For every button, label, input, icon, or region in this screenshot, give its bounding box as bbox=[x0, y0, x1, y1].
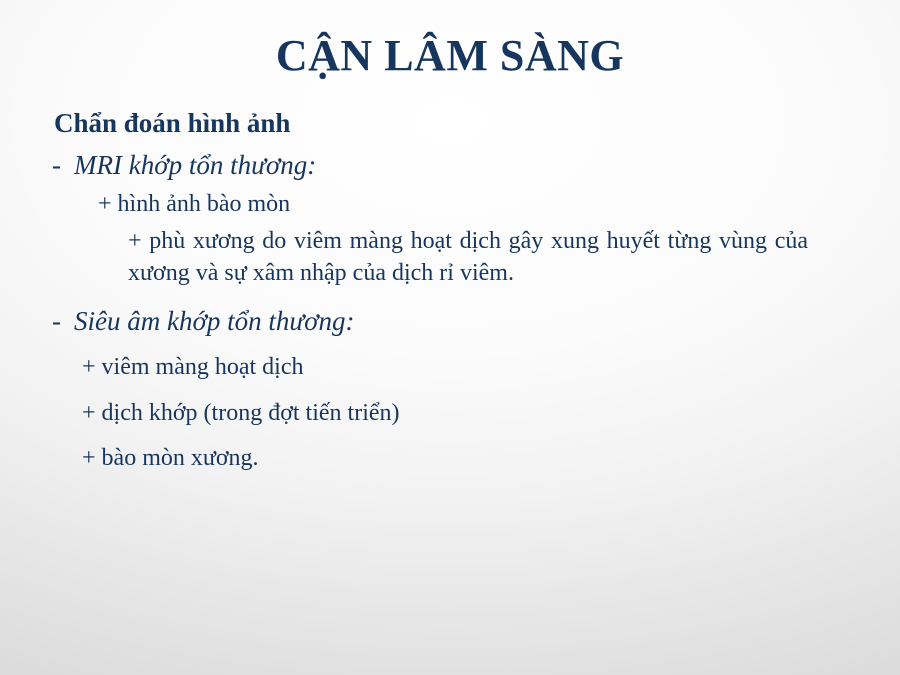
list-item: + viêm màng hoạt dịch bbox=[82, 354, 304, 381]
list-item: + hình ảnh bào mòn bbox=[98, 191, 291, 218]
section-heading: Chẩn đoán hình ảnh bbox=[54, 108, 291, 139]
list-item: + dịch khớp (trong đợt tiến triển) bbox=[82, 399, 400, 426]
dash-marker-icon: - bbox=[52, 150, 61, 181]
list-item bbox=[98, 226, 808, 288]
slide-body bbox=[0, 80, 900, 474]
section-ultrasound bbox=[46, 305, 856, 474]
bullet-label: Siêu âm khớp tổn thương: bbox=[74, 305, 355, 336]
list-item: + bào mòn xương. bbox=[82, 444, 259, 471]
section-mri bbox=[46, 149, 856, 288]
dash-marker-icon: - bbox=[52, 305, 61, 336]
bullet-row bbox=[52, 305, 856, 339]
bullet-row bbox=[52, 149, 856, 183]
bullet-label: MRI khớp tổn thương: bbox=[74, 150, 317, 181]
page-title: CẬN LÂM SÀNG bbox=[275, 31, 625, 80]
list-item-text: + phù xương do viêm màng hoạt dịch gây xung huyết từng vùng của xương và sự xâm nhập của dịch rỉ viêm. bbox=[128, 228, 808, 286]
